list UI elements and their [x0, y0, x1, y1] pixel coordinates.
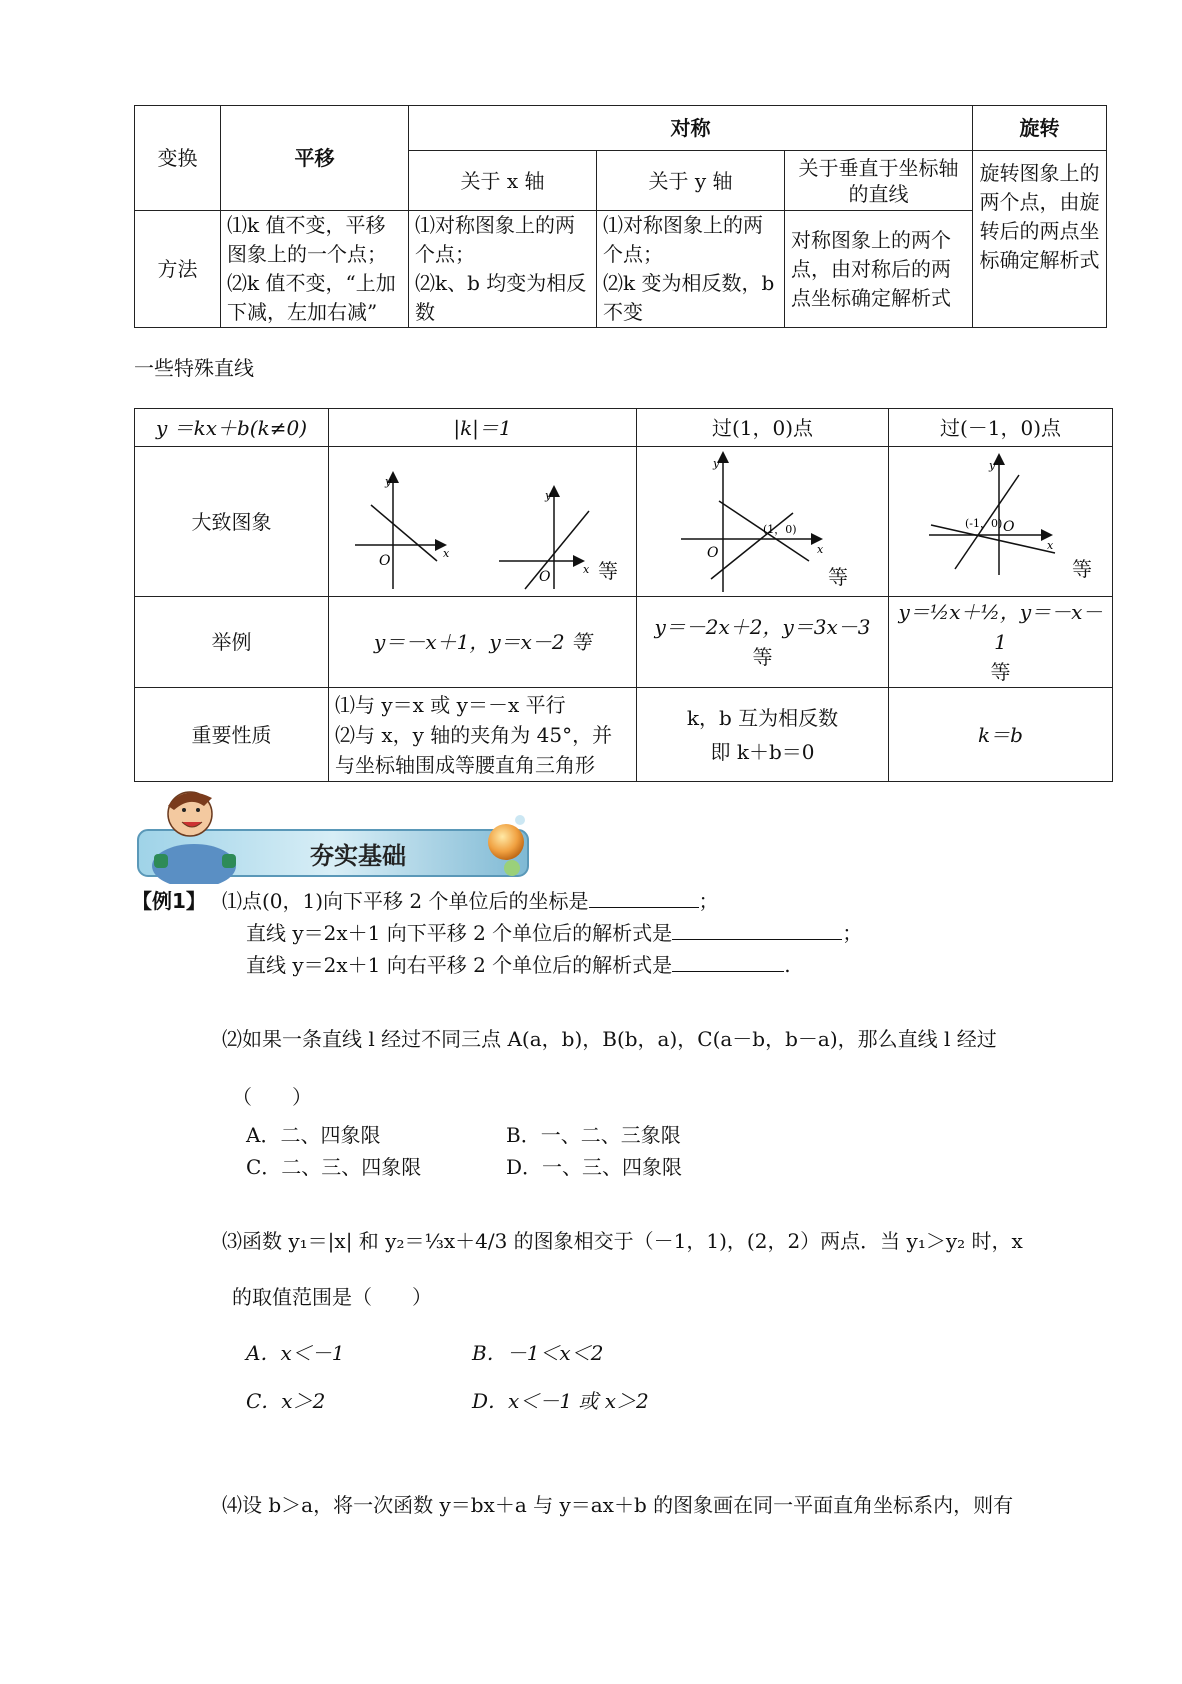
svg-text:O: O — [707, 545, 719, 561]
q2-option-a[interactable]: A．二、四象限 — [246, 1123, 381, 1147]
property-abs-k-2: ⑵与 x，y 轴的夹角为 45°，并 — [335, 722, 613, 747]
q2-option-b[interactable]: B．一、二、三象限 — [506, 1123, 681, 1147]
graph-point-neg1-0: (-1，0) — [965, 517, 1003, 530]
q3-option-c[interactable]: C．x＞2 — [246, 1389, 326, 1413]
example-1-label: 【例1】 — [132, 889, 206, 913]
perpendicular-method: 对称图象上的两个点，由对称后的两点坐标确定解析式 — [785, 211, 973, 328]
header-transform: 变换 — [135, 106, 221, 211]
property-through-1-0: k，b 互为相反数 — [686, 705, 839, 730]
graph-point-1-0: (1，0) — [763, 523, 797, 536]
x-axis-method-2: ⑵k、b 均变为相反数 — [415, 271, 587, 324]
property-through-neg1-0: k＝b — [889, 688, 1113, 782]
header-symmetry: 对称 — [409, 106, 973, 151]
col-header-general: y ＝kx＋b(k≠0) — [135, 409, 329, 447]
rotate-description: 旋转图象上的两个点，由旋转后的两点坐标确定解析式 — [973, 151, 1107, 328]
q1a-text: ⑴点(0，1)向下平移 2 个单位后的坐标是 — [222, 889, 589, 913]
svg-text:y: y — [989, 459, 996, 472]
property-abs-k-3: 与坐标轴围成等腰直角三角形 — [335, 752, 595, 777]
shift-method-2: ⑵k 值不变，“上加下减，左加右减” — [227, 271, 396, 324]
svg-text:x: x — [443, 547, 450, 560]
row-method: 方法 — [135, 211, 221, 328]
col-header-through-neg1-0: 过(－1，0)点 — [889, 409, 1113, 447]
q1b-text: 直线 y＝2x＋1 向下平移 2 个单位后的解析式是 — [246, 921, 673, 945]
row-example: 举例 — [135, 597, 329, 688]
q1a-answer-blank[interactable] — [589, 887, 699, 908]
svg-text:O: O — [539, 569, 551, 585]
y-axis-method-2: ⑵k 变为相反数，b 不变 — [603, 271, 775, 324]
header-shift: 平移 — [221, 106, 409, 211]
svg-text:y: y — [385, 475, 392, 488]
q1b-answer-blank[interactable] — [672, 919, 842, 940]
q3-option-b[interactable]: B．－1＜x＜2 — [472, 1341, 604, 1365]
q2-text: ⑵如果一条直线 l 经过不同三点 A(a，b)，B(b，a)，C(a－b，b－a)，那么直线 l 经过 — [222, 1027, 997, 1051]
example-through-1-0: y＝－2x＋2，y＝3x－3 — [654, 615, 871, 639]
svg-text:x: x — [817, 543, 824, 556]
example-1: 【例1】 ⑴点(0，1)向下平移 2 个单位后的坐标是 ； 直线 y＝2x＋1 向下平移 2 个单位后的解析式是 ； 直线 y＝2x＋1 向右平移 2 个单位后的解析式是 . ⑵如果一条直线 l 经过不同三点 A(a，b)，B(b，a)，C(a－b，b－a)，那么直线 l 经过 （ ） A．二、四象限 B．一、二、三象限 C．二、三、四象限 D．一、三、四象限 ⑶函数 y₁＝|x| 和 y₂＝⅓x＋4/3 的图象相交于（－1，1)，(2，2）两点．当 y₁＞y₂ 时，x 的取值范围是（ ） A．x＜－1 B．－1＜x＜2 C．x＞2 D．x＜－1 或 x＞2 ⑷设 b＞a，将一次函数 y＝bx＋a 与 y＝ax＋b 的图象画在同一平面直角坐标系内，则有 — [132, 885, 1132, 1665]
graph-etc-label: 等 — [598, 559, 618, 583]
q3-text-2: 的取值范围是（ ） — [232, 1285, 432, 1309]
svg-text:y: y — [545, 489, 552, 502]
y-axis-method-1: ⑴对称图象上的两个点； — [603, 213, 763, 266]
section-banner — [134, 784, 544, 884]
q2-option-c[interactable]: C．二、三、四象限 — [246, 1155, 422, 1179]
q1c-answer-blank[interactable] — [672, 951, 784, 972]
header-rotate: 旋转 — [973, 106, 1107, 151]
example-abs-k: y＝－x＋1，y＝x－2 等 — [329, 597, 637, 688]
q1c-text: 直线 y＝2x＋1 向右平移 2 个单位后的解析式是 — [246, 953, 673, 977]
special-lines-table: y ＝kx＋b(k≠0) |k|＝1 过(1，0)点 过(－1，0)点 大致图象 O x y O x y 等 O (1，0) x y 等 (-1，0) O x y 等 举例 y＝－x＋1，y＝x－2 等 y＝－2x＋2，y＝3x－3 等 y＝½x＋½，y＝－x－1 等 重要性质 ⑴与 y＝x 或 y＝－x 平行 ⑵与 x，y 轴的夹角为 45°，并 与坐标轴围成等腰直角三角形 k，b 互为相反数 即 k＋b＝0 k＝b — [134, 408, 1113, 782]
transform-table — [134, 105, 1107, 328]
col-header-abs-k: |k|＝1 — [329, 409, 637, 447]
sub-header-y-axis: 关于 y 轴 — [597, 151, 785, 211]
q4-text: ⑷设 b＞a，将一次函数 y＝bx＋a 与 y＝ax＋b 的图象画在同一平面直角坐标系内，则有 — [222, 1493, 1014, 1517]
sub-header-perpendicular: 关于垂直于坐标轴的直线 — [785, 151, 973, 211]
svg-text:x: x — [583, 563, 590, 576]
col-header-through-1-0: 过(1，0)点 — [637, 409, 889, 447]
x-axis-method-1: ⑴对称图象上的两个点； — [415, 213, 575, 266]
svg-text:O: O — [1003, 519, 1015, 535]
property-abs-k-1: ⑴与 y＝x 或 y＝－x 平行 — [335, 692, 566, 717]
shift-method-1: ⑴k 值不变，平移图象上的一个点； — [227, 213, 387, 266]
sub-header-x-axis: 关于 x 轴 — [409, 151, 597, 211]
graph-origin-label: O — [379, 553, 391, 569]
banner-title: 夯实基础 — [310, 842, 406, 870]
q2-option-d[interactable]: D．一、三、四象限 — [506, 1155, 683, 1179]
row-property: 重要性质 — [135, 688, 329, 782]
svg-text:y: y — [713, 457, 720, 470]
svg-text:x: x — [1047, 539, 1054, 552]
q3-option-d[interactable]: D．x＜－1 或 x＞2 — [472, 1389, 649, 1413]
row-graph: 大致图象 — [135, 447, 329, 597]
q2-answer-paren[interactable]: （ ） — [232, 1085, 312, 1109]
example-through-neg1-0: y＝½x＋½，y＝－x－1 — [898, 600, 1103, 654]
section-title-special-lines: 一些特殊直线 — [134, 356, 254, 380]
q3-text: ⑶函数 y₁＝|x| 和 y₂＝⅓x＋4/3 的图象相交于（－1，1)，(2，2）两点．当 y₁＞y₂ 时，x — [222, 1229, 1023, 1253]
q3-option-a[interactable]: A．x＜－1 — [246, 1341, 345, 1365]
